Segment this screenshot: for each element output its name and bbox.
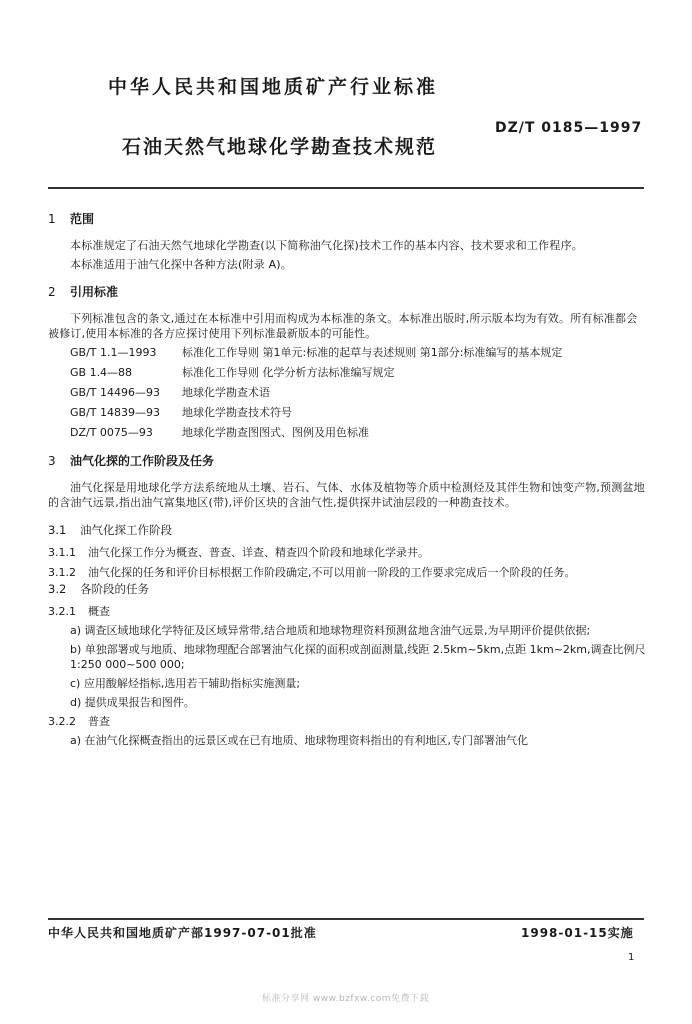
section-title: 范围 xyxy=(70,212,95,226)
reference-title: 地球化学勘查技术符号 xyxy=(182,406,292,419)
page-number: 1 xyxy=(628,952,635,963)
subsection-title: 油气化探工作阶段 xyxy=(80,523,172,537)
paragraph: 本标准规定了石油天然气地球化学勘查(以下简称油气化探)技术工作的基本内容、技术要求和工作程序。 xyxy=(70,239,583,252)
reference-code: GB/T 14839—93 xyxy=(70,406,160,419)
clause-3-1-2 xyxy=(48,565,648,580)
clause-number: 3.1.2 xyxy=(48,566,76,579)
reference-code: GB/T 1.1—1993 xyxy=(70,346,157,359)
approval-statement: 中华人民共和国地质矿产部1997-07-01批准 xyxy=(48,926,317,940)
reference-code: DZ/T 0075—93 xyxy=(70,426,153,439)
subsection-3-1-heading xyxy=(48,523,648,538)
section-number: 2 xyxy=(48,285,56,299)
clause-title: 概查 xyxy=(88,605,110,618)
reference-item xyxy=(48,365,648,380)
subsection-number: 3.1 xyxy=(48,523,67,537)
section-number: 3 xyxy=(48,454,56,468)
clause-title: 普查 xyxy=(88,715,110,728)
effective-date: 1998-01-15实施 xyxy=(521,926,634,940)
clause-3-2-1-heading xyxy=(48,604,648,619)
reference-item xyxy=(48,425,648,440)
list-item: b) 单独部署或与地质、地球物理配合部署油气化探的面积或剖面测量,线距 2.5km~5km,点距 1km~2km,调查比例尺 1:250 000~500 000; xyxy=(70,643,646,671)
list-item: c) 应用酸解烃指标,选用若干辅助指标实施测量; xyxy=(70,677,301,690)
clause-3-2-2-heading xyxy=(48,714,648,729)
section-3-heading xyxy=(48,454,648,469)
clause-number: 3.2.2 xyxy=(48,715,76,728)
reference-item xyxy=(48,385,648,400)
clause-text: 油气化探工作分为概查、普查、详查、精查四个阶段和地球化学录井。 xyxy=(88,546,429,559)
subsection-number: 3.2 xyxy=(48,582,67,596)
document-title: 石油天然气地球化学勘查技术规范 xyxy=(122,136,438,158)
reference-title: 地球化学勘查图图式、图例及用色标准 xyxy=(182,426,369,439)
section-2-heading xyxy=(48,285,648,300)
reference-title: 标准化工作导则 第1单元:标准的起草与表述规则 第1部分:标准编写的基本规定 xyxy=(182,346,563,359)
reference-item xyxy=(48,345,648,360)
list-item: a) 在油气化探概查指出的远景区或在已有地质、地球物理资料指出的有利地区,专门部署油气化 xyxy=(70,734,529,747)
clause-number: 3.2.1 xyxy=(48,605,76,618)
list-item: d) 提供成果报告和图件。 xyxy=(70,696,195,709)
paragraph: 本标准适用于油气化探中各种方法(附录 A)。 xyxy=(70,258,293,271)
section-title: 引用标准 xyxy=(70,285,119,299)
reference-title: 标准化工作导则 化学分析方法标准编写规定 xyxy=(182,366,395,379)
section-1-heading xyxy=(48,212,648,227)
clause-text: 油气化探的任务和评价目标根据工作阶段确定,不可以用前一阶段的工作要求完成后一个阶段的任务。 xyxy=(88,566,576,579)
section-number: 1 xyxy=(48,212,56,226)
reference-code: GB/T 14496—93 xyxy=(70,386,160,399)
paragraph: 油气化探是用地球化学方法系统地从土壤、岩石、气体、水体及植物等介质中检测烃及其伴生物和蚀变产物,预测盆地的含油气远景,指出油气富集地区(带),评价区块的含油气性,提供探井试油层段的一种勘查技术。 xyxy=(48,481,645,509)
paragraph: 下列标准包含的条文,通过在本标准中引用而构成为本标准的条文。本标准出版时,所示版本均为有效。所有标准都会被修订,使用本标准的各方应探讨使用下列标准最新版本的可能性。 xyxy=(48,312,638,340)
list-item: a) 调查区域地球化学特征及区域异常带,结合地质和地球物理资料预测盆地含油气远景,为早期评价提供依据; xyxy=(70,624,591,637)
reference-code: GB 1.4—88 xyxy=(70,366,133,379)
issuing-organization: 中华人民共和国地质矿产行业标准 xyxy=(108,76,439,98)
reference-item xyxy=(48,405,648,420)
subsection-title: 各阶段的任务 xyxy=(80,582,149,596)
clause-3-1-1 xyxy=(48,545,648,560)
clause-number: 3.1.1 xyxy=(48,546,76,559)
reference-title: 地球化学勘查术语 xyxy=(182,386,270,399)
subsection-3-2-heading xyxy=(48,582,648,597)
watermark: 标准分享网 www.bzfxw.com免费下载 xyxy=(262,994,430,1004)
footer-divider xyxy=(48,918,644,920)
document-body xyxy=(48,212,648,752)
section-title: 油气化探的工作阶段及任务 xyxy=(70,454,215,468)
header-divider xyxy=(48,187,644,189)
standard-code: DZ/T 0185—1997 xyxy=(495,120,643,136)
